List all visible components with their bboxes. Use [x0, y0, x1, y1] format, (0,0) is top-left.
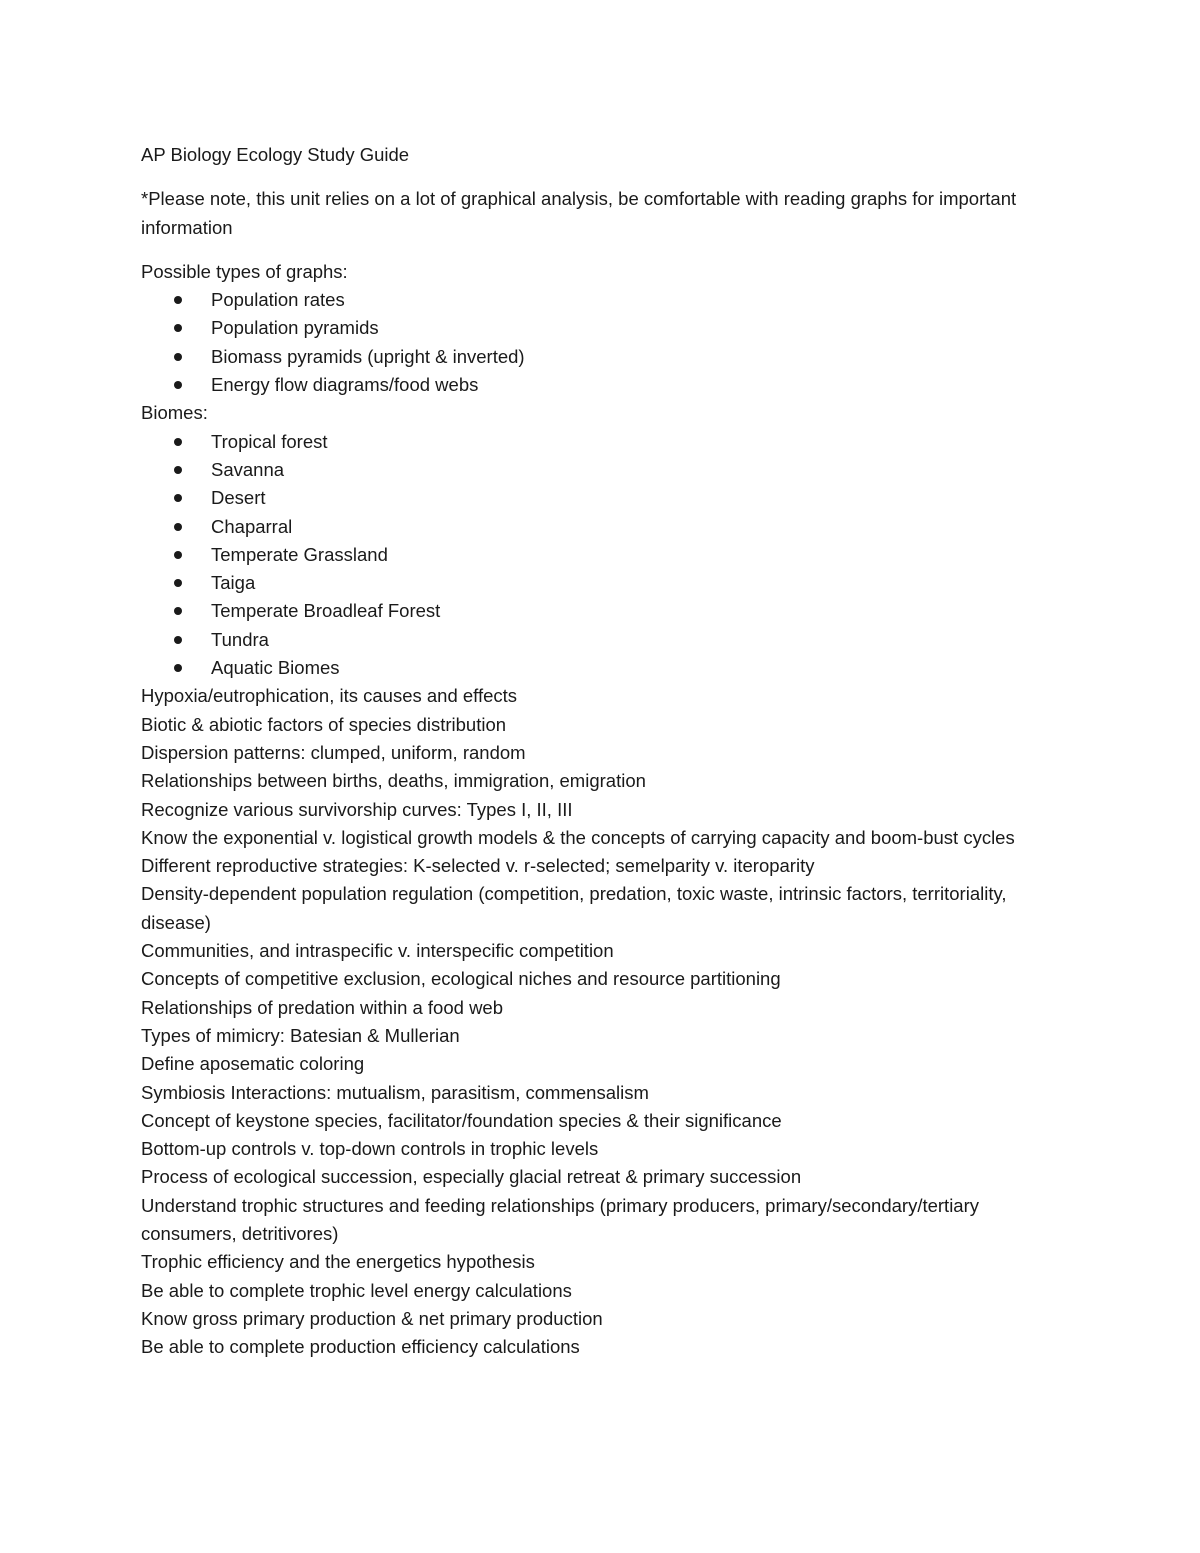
list-item	[141, 626, 1061, 654]
bullet-icon	[174, 636, 182, 644]
list-item	[141, 597, 1061, 625]
topic-item: Bottom-up controls v. top-down controls in trophic levels	[141, 1138, 599, 1160]
bullet-icon	[174, 664, 182, 672]
biomes-list	[141, 428, 1061, 683]
list-item	[141, 513, 1061, 541]
bullet-icon	[174, 296, 182, 304]
list-item-text: Chaparral	[211, 515, 293, 537]
bullet-icon	[174, 353, 182, 361]
list-item-text: Biomass pyramids (upright & inverted)	[211, 345, 525, 367]
topic-item: Relationships between births, deaths, immigration, emigration	[141, 770, 646, 792]
bullet-icon	[174, 523, 182, 531]
list-item-text: Desert	[211, 487, 266, 509]
topic-item: Communities, and intraspecific v. interspecific competition	[141, 940, 614, 962]
list-item-text: Aquatic Biomes	[211, 657, 340, 679]
topic-item: Know the exponential v. logistical growth models & the concepts of carrying capacity and boom-bust cycles	[141, 826, 1015, 848]
list-item	[141, 343, 1061, 371]
bullet-icon	[174, 466, 182, 474]
bullet-icon	[174, 579, 182, 587]
topic-item: Different reproductive strategies: K-selected v. r-selected; semelparity v. iteroparity	[141, 855, 815, 877]
list-item-text: Population rates	[211, 289, 345, 311]
list-item-text: Population pyramids	[211, 317, 379, 339]
graph-analysis-note: *Please note, this unit relies on a lot of graphical analysis, be comfortable with reading graphs for important information	[141, 188, 1017, 238]
list-item	[141, 569, 1061, 597]
bullet-icon	[174, 607, 182, 615]
list-item-text: Tropical forest	[211, 430, 328, 452]
graphs-section-label: Possible types of graphs:	[141, 260, 348, 282]
list-item	[141, 286, 1061, 314]
bullet-icon	[174, 324, 182, 332]
list-item	[141, 428, 1061, 456]
topics-list	[141, 682, 1061, 1361]
topic-item: Trophic efficiency and the energetics hypothesis	[141, 1251, 535, 1273]
list-item-text: Taiga	[211, 572, 256, 594]
list-item-text: Temperate Broadleaf Forest	[211, 600, 441, 622]
list-item	[141, 541, 1061, 569]
topic-item: Concepts of competitive exclusion, ecological niches and resource partitioning	[141, 968, 781, 990]
document-body	[141, 141, 1061, 1361]
list-item	[141, 314, 1061, 342]
list-item	[141, 484, 1061, 512]
topic-item: Recognize various survivorship curves: Types I, II, III	[141, 798, 573, 820]
list-item-text: Savanna	[211, 458, 285, 480]
topic-item: Types of mimicry: Batesian & Mullerian	[141, 1024, 460, 1046]
document-title: AP Biology Ecology Study Guide	[141, 144, 410, 165]
list-item-text: Temperate Grassland	[211, 543, 388, 565]
topic-item: Relationships of predation within a food web	[141, 996, 504, 1018]
graphs-list	[141, 286, 1061, 399]
topic-item: Density-dependent population regulation (competition, predation, toxic waste, intrinsic factors, territoriality, disease)	[141, 883, 1007, 933]
topic-item: Know gross primary production & net primary production	[141, 1307, 603, 1329]
biomes-section-label: Biomes:	[141, 402, 208, 424]
topic-item: Be able to complete production efficiency calculations	[141, 1336, 580, 1358]
topic-item: Hypoxia/eutrophication, its causes and effects	[141, 685, 518, 707]
topic-item: Understand trophic structures and feeding relationships (primary producers, primary/secondary/tertiary consumers, detritivores)	[141, 1194, 980, 1244]
list-item	[141, 654, 1061, 682]
bullet-icon	[174, 551, 182, 559]
topic-item: Concept of keystone species, facilitator/foundation species & their significance	[141, 1109, 782, 1131]
topic-item: Symbiosis Interactions: mutualism, parasitism, commensalism	[141, 1081, 649, 1103]
topic-item: Be able to complete trophic level energy calculations	[141, 1279, 572, 1301]
list-item	[141, 456, 1061, 484]
list-item	[141, 371, 1061, 399]
bullet-icon	[174, 438, 182, 446]
bullet-icon	[174, 494, 182, 502]
topic-item: Define aposematic coloring	[141, 1053, 365, 1075]
topic-item: Biotic & abiotic factors of species distribution	[141, 713, 507, 735]
topic-item: Process of ecological succession, especially glacial retreat & primary succession	[141, 1166, 802, 1188]
list-item-text: Tundra	[211, 628, 269, 650]
list-item-text: Energy flow diagrams/food webs	[211, 374, 479, 396]
topic-item: Dispersion patterns: clumped, uniform, random	[141, 741, 526, 763]
bullet-icon	[174, 381, 182, 389]
